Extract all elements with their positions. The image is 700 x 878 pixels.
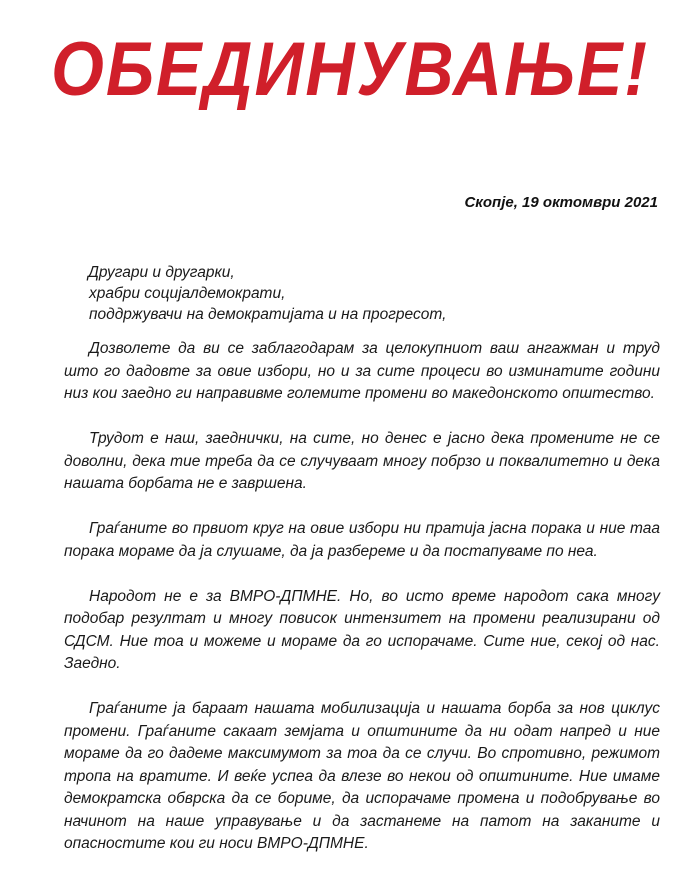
body-paragraph: Граѓаните во првиот круг на овие избори ни пратија јасна порака и ние таа порака мораме да ја слушаме, да ја разбереме и да постапуваме по неа. xyxy=(64,520,660,560)
greeting-line: Другари и другарки, xyxy=(88,264,235,281)
body-paragraph: Дозволете да ви се заблагодарам за целокупниот ваш ангажман и труд што го дадовте за овие избори, но и за сите процеси во изминатите години низ кои заедно ги направивме големите промени во македонското општество. xyxy=(64,340,660,402)
body-paragraph: Народот не е за ВМРО-ДПМНЕ. Но, во исто време народот сака многу подобар резултат и многу повисок интензитет на промени реализирани од СДСМ. Ние тоа и можеме и мораме да го испорачаме. Сите ние, секој од нас. Заедно. xyxy=(64,587,660,672)
greeting-line: поддржувачи на демократијата и на прогресот, xyxy=(89,306,447,323)
document-date: Скопје, 19 октомври 2021 xyxy=(464,194,658,211)
letter-body xyxy=(64,338,660,878)
body-paragraph: Трудот е наш, заеднички, на сите, но денес е јасно дека промените не се доволни, дека тие треба да се случуваат многу побрзо и поквалитетно и дека нашата борбата не е завршена. xyxy=(64,430,660,492)
body-paragraph: Граѓаните ја бараат нашата мобилизација и нашата борба за нов циклус промени. Граѓаните сакаат земјата и општините да ни одат напред и ние мораме да го дадеме максимумот за тоа да се случи. Во спротивно, режимот тропа на вратите. И веќе успеа да влезе во некои од општините. Ние имаме демократска обврска да се бориме, да испорачаме промена и подобрување во начинот на наше управување и да застанеме на патот на заканите и опасностите кои ги носи ВМРО-ДПМНЕ. xyxy=(64,700,660,852)
document-title: ОБЕДИНУВАЊЕ! xyxy=(50,26,650,112)
greeting-line: храбри социјалдемократи, xyxy=(89,285,286,302)
greeting xyxy=(88,262,446,325)
